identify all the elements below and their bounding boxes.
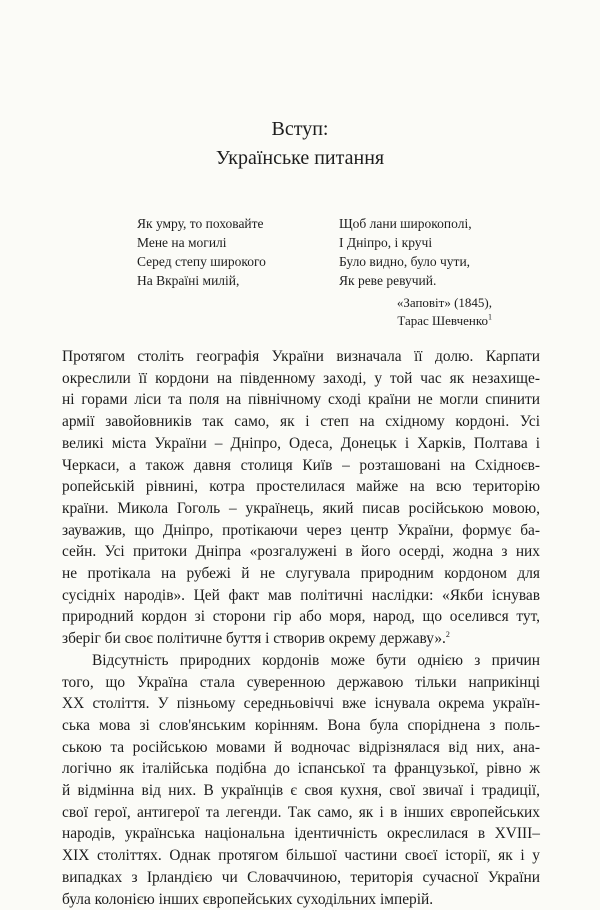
footnote-marker: 2: [445, 630, 450, 640]
text-line: того, що Україна стала суверенною державою тільки наприкінці: [62, 673, 540, 691]
text-line: окреслили її кордони на південному заході, у той час як незахище-: [62, 369, 540, 387]
text-line: [62, 628, 540, 650]
epigraph-line: І Дніпро, і кручі: [339, 235, 433, 250]
text-line: свої герої, антигерої та легенди. Так само, як і в інших європейських: [62, 803, 540, 821]
chapter-subtitle: Українське питання: [215, 147, 385, 169]
text-line: випадках з Ірландією чи Словаччиною, територія сучасної України: [62, 868, 540, 886]
body-text: [62, 346, 540, 910]
text-line: Черкаси, а також давня столиця Київ – розташовані на Східноєв-: [62, 456, 540, 474]
text-line: XX століття. У пізньому середньовіччі вже існувала окрема україн-: [62, 695, 540, 713]
epigraph-line: Як реве ревучий.: [339, 273, 437, 288]
text-line: Протягом століть географія України визначала її долю. Карпати: [62, 348, 540, 365]
epigraph-author-line: [397, 312, 492, 330]
text-line: великі міста України – Дніпро, Одеса, Донецьк і Харків, Полтава і: [62, 434, 540, 452]
epigraph-author: Тарас Шевченко: [397, 313, 488, 328]
text-line: логічно як італійська подібна до іспанської та французької, рівно ж: [62, 760, 540, 778]
epigraph-line: На Вкраїні милій,: [137, 273, 240, 288]
epigraph-left-stanza: [137, 214, 266, 290]
text-line: країни. Микола Гоголь – українець, який писав російською мовою,: [62, 499, 540, 517]
text-line: ською та російською мовами й водночас відрізнялася від них, ана-: [62, 738, 540, 756]
text-line: зауважив, що Дніпро, протікаючи через центр України, формує ба-: [62, 521, 540, 539]
text-line: ні горами ліси та поля на північному сході країни не могли спинити: [62, 391, 540, 409]
epigraph-line: Мене на могилі: [137, 235, 227, 250]
text-line: ська мова зі слов'янським корінням. Вона була споріднена з поль-: [62, 716, 540, 734]
epigraph-right-stanza: [339, 214, 472, 290]
text-line: була колонією інших європейських суходільних імперій.: [62, 890, 434, 908]
epigraph-line: Було видно, було чути,: [339, 254, 471, 269]
text-line: народів, українська національна ідентичність окреслилася в XVIII–: [62, 825, 540, 843]
footnote-marker: 1: [488, 312, 492, 322]
text-line-content: зберіг би своє політичне буття і створив окрему державу».: [62, 630, 446, 648]
epigraph-source: «Заповіт» (1845),: [396, 295, 492, 310]
epigraph-line: Серед степу широкого: [137, 254, 266, 269]
text-line: армії завойовників так само, як і степ на східному кордоні. Усі: [62, 413, 540, 431]
text-line: Відсутність природних кордонів може бути однією з причин: [92, 651, 540, 669]
text-line: ропейській рівнині, котра простелилася майже на всю територію: [62, 478, 540, 496]
text-line: природний кордон зі сторони гір або моря, народ, що оселився тут,: [62, 608, 540, 626]
epigraph-attribution: [397, 294, 492, 330]
epigraph-line: Щоб лани широкополі,: [339, 216, 472, 231]
epigraph-line: Як умру, то поховайте: [137, 216, 264, 231]
text-line: й відмінна від них. В українців є своя кухня, свої звичаї і традиції,: [62, 782, 540, 800]
text-line: сейн. Усі притоки Дніпра «розгалужені в його осерді, жодна з них: [62, 543, 540, 561]
text-line: не протікала на рубежі й не слугувала природним кордоном для: [62, 565, 540, 583]
chapter-heading: Вступ:: [271, 118, 329, 140]
text-line: XIX століттях. Однак протягом більшої частини своєї історії, як і у: [62, 847, 540, 865]
text-line: сусідніх народів». Цей факт мав політичні наслідки: «Якби існував: [62, 586, 540, 604]
